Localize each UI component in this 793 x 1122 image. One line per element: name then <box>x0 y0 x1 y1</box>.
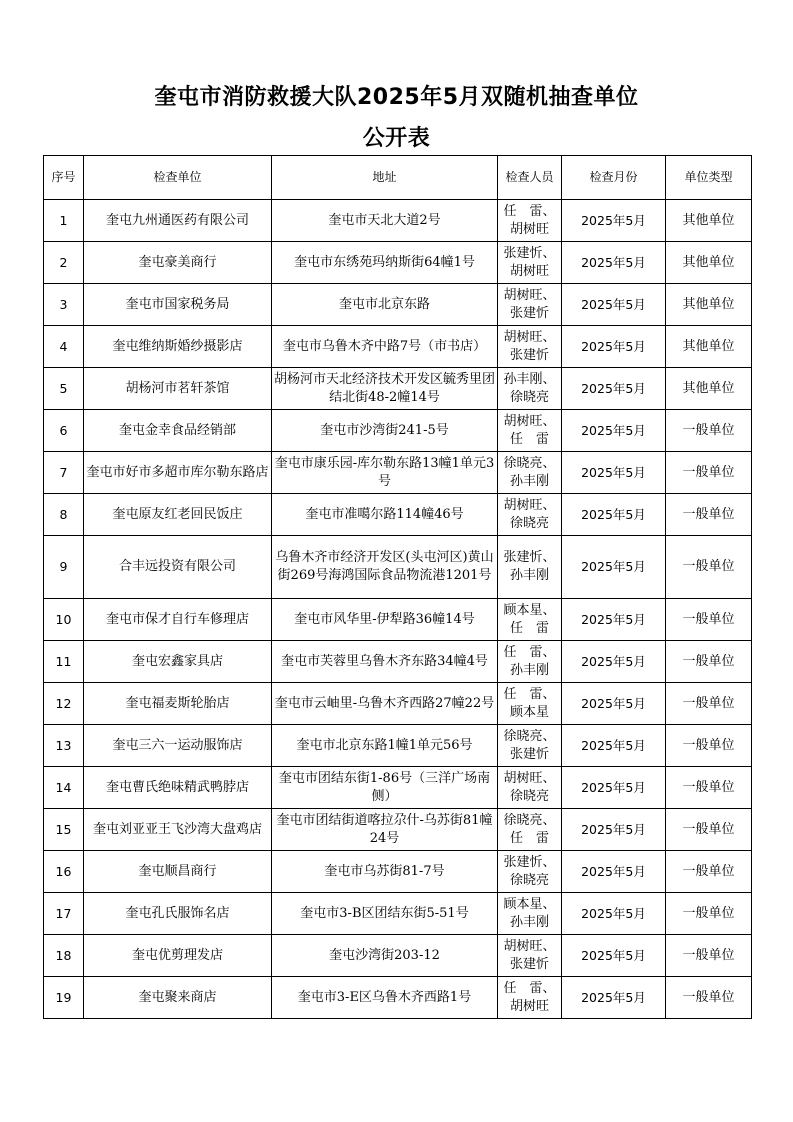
row-month: 2025年5月 <box>562 977 666 1019</box>
table-row <box>44 683 752 725</box>
row-type: 一般单位 <box>666 683 752 725</box>
row-inspectors: 徐晓亮、任 雷 <box>498 809 562 851</box>
table-row <box>44 599 752 641</box>
header-address: 地址 <box>272 156 498 200</box>
row-no: 16 <box>44 851 84 893</box>
row-type: 一般单位 <box>666 977 752 1019</box>
table-row <box>44 242 752 284</box>
row-unit: 合丰远投资有限公司 <box>84 536 272 599</box>
row-inspectors: 张建忻、徐晓亮 <box>498 851 562 893</box>
row-inspectors: 任 雷、孙丰刚 <box>498 641 562 683</box>
row-month: 2025年5月 <box>562 641 666 683</box>
table-row <box>44 977 752 1019</box>
row-inspectors: 顾本星、孙丰刚 <box>498 893 562 935</box>
row-month: 2025年5月 <box>562 326 666 368</box>
header-row <box>44 156 752 200</box>
row-no: 15 <box>44 809 84 851</box>
row-address: 奎屯市东绣苑玛纳斯街64幢1号 <box>272 242 498 284</box>
row-unit: 奎屯宏鑫家具店 <box>84 641 272 683</box>
row-address: 奎屯市康乐园-库尔勒东路13幢1单元3号 <box>272 452 498 494</box>
header-type: 单位类型 <box>666 156 752 200</box>
row-address: 奎屯市北京东路 <box>272 284 498 326</box>
table-row <box>44 368 752 410</box>
row-no: 8 <box>44 494 84 536</box>
table-row <box>44 200 752 242</box>
row-month: 2025年5月 <box>562 599 666 641</box>
row-type: 一般单位 <box>666 851 752 893</box>
row-month: 2025年5月 <box>562 935 666 977</box>
row-no: 10 <box>44 599 84 641</box>
row-unit: 奎屯孔氏服饰名店 <box>84 893 272 935</box>
row-month: 2025年5月 <box>562 452 666 494</box>
row-inspectors: 孙丰刚、徐晓亮 <box>498 368 562 410</box>
row-inspectors: 张建忻、孙丰刚 <box>498 536 562 599</box>
row-unit: 奎屯市国家税务局 <box>84 284 272 326</box>
row-inspectors: 胡树旺、徐晓亮 <box>498 494 562 536</box>
row-address: 奎屯市沙湾街241-5号 <box>272 410 498 452</box>
row-inspectors: 胡树旺、徐晓亮 <box>498 767 562 809</box>
row-month: 2025年5月 <box>562 410 666 452</box>
page-subtitle: 公开表 <box>362 126 431 151</box>
row-address: 奎屯市团结街道喀拉尕什-乌苏街81幢24号 <box>272 809 498 851</box>
row-type: 其他单位 <box>666 200 752 242</box>
row-type: 其他单位 <box>666 242 752 284</box>
row-inspectors: 任 雷、顾本星 <box>498 683 562 725</box>
row-unit: 奎屯刘亚亚王飞沙湾大盘鸡店 <box>84 809 272 851</box>
row-address: 奎屯市乌苏街81-7号 <box>272 851 498 893</box>
row-month: 2025年5月 <box>562 767 666 809</box>
row-no: 5 <box>44 368 84 410</box>
row-inspectors: 胡树旺、张建忻 <box>498 326 562 368</box>
header-no: 序号 <box>44 156 84 200</box>
row-month: 2025年5月 <box>562 368 666 410</box>
row-no: 17 <box>44 893 84 935</box>
row-inspectors: 任 雷、胡树旺 <box>498 200 562 242</box>
row-type: 一般单位 <box>666 767 752 809</box>
row-no: 18 <box>44 935 84 977</box>
row-type: 一般单位 <box>666 599 752 641</box>
row-unit: 奎屯金幸食品经销部 <box>84 410 272 452</box>
row-month: 2025年5月 <box>562 494 666 536</box>
table-row <box>44 725 752 767</box>
row-unit: 奎屯原友红老回民饭庄 <box>84 494 272 536</box>
row-inspectors: 张建忻、胡树旺 <box>498 242 562 284</box>
row-unit: 奎屯三六一运动服饰店 <box>84 725 272 767</box>
table-row <box>44 893 752 935</box>
row-address: 奎屯市团结东街1-86号（三洋广场南侧） <box>272 767 498 809</box>
row-month: 2025年5月 <box>562 809 666 851</box>
inspection-table <box>43 155 752 1019</box>
row-no: 7 <box>44 452 84 494</box>
row-type: 一般单位 <box>666 536 752 599</box>
row-inspectors: 任 雷、胡树旺 <box>498 977 562 1019</box>
header-month: 检查月份 <box>562 156 666 200</box>
row-month: 2025年5月 <box>562 536 666 599</box>
row-address: 奎屯市准噶尔路114幢46号 <box>272 494 498 536</box>
row-no: 14 <box>44 767 84 809</box>
row-no: 6 <box>44 410 84 452</box>
table-row <box>44 767 752 809</box>
row-unit: 奎屯豪美商行 <box>84 242 272 284</box>
row-type: 一般单位 <box>666 809 752 851</box>
row-inspectors: 顾本星、任 雷 <box>498 599 562 641</box>
table-row <box>44 935 752 977</box>
row-no: 19 <box>44 977 84 1019</box>
row-type: 一般单位 <box>666 494 752 536</box>
table-row <box>44 536 752 599</box>
row-inspectors: 胡树旺、张建忻 <box>498 284 562 326</box>
table-row <box>44 326 752 368</box>
row-month: 2025年5月 <box>562 284 666 326</box>
row-type: 一般单位 <box>666 725 752 767</box>
row-type: 一般单位 <box>666 410 752 452</box>
row-address: 奎屯市3-B区团结东街5-51号 <box>272 893 498 935</box>
row-no: 12 <box>44 683 84 725</box>
row-address: 奎屯市芙蓉里乌鲁木齐东路34幢4号 <box>272 641 498 683</box>
row-unit: 奎屯九州通医药有限公司 <box>84 200 272 242</box>
row-no: 13 <box>44 725 84 767</box>
row-unit: 胡杨河市茗轩茶馆 <box>84 368 272 410</box>
row-inspectors: 胡树旺、任 雷 <box>498 410 562 452</box>
table-row <box>44 452 752 494</box>
row-no: 3 <box>44 284 84 326</box>
row-month: 2025年5月 <box>562 893 666 935</box>
table-row <box>44 809 752 851</box>
table-row <box>44 410 752 452</box>
row-inspectors: 胡树旺、张建忻 <box>498 935 562 977</box>
row-month: 2025年5月 <box>562 200 666 242</box>
row-address: 奎屯市3-E区乌鲁木齐西路1号 <box>272 977 498 1019</box>
page-title: 奎屯市消防救援大队2025年5月双随机抽查单位 <box>154 85 639 110</box>
row-type: 一般单位 <box>666 641 752 683</box>
row-no: 1 <box>44 200 84 242</box>
table-body <box>44 200 752 1019</box>
row-address: 奎屯市云岫里-乌鲁木齐西路27幢22号 <box>272 683 498 725</box>
row-address: 奎屯市风华里-伊犁路36幢14号 <box>272 599 498 641</box>
row-address: 胡杨河市天北经济技术开发区毓秀里团结北街48-2幢14号 <box>272 368 498 410</box>
row-no: 11 <box>44 641 84 683</box>
row-month: 2025年5月 <box>562 242 666 284</box>
row-unit: 奎屯优剪理发店 <box>84 935 272 977</box>
row-type: 一般单位 <box>666 935 752 977</box>
row-month: 2025年5月 <box>562 851 666 893</box>
row-type: 其他单位 <box>666 284 752 326</box>
row-address: 奎屯市北京东路1幢1单元56号 <box>272 725 498 767</box>
row-no: 9 <box>44 536 84 599</box>
row-unit: 奎屯聚来商店 <box>84 977 272 1019</box>
row-unit: 奎屯顺昌商行 <box>84 851 272 893</box>
row-unit: 奎屯市好市多超市库尔勒东路店 <box>84 452 272 494</box>
row-unit: 奎屯福麦斯轮胎店 <box>84 683 272 725</box>
table-row <box>44 851 752 893</box>
header-unit: 检查单位 <box>84 156 272 200</box>
row-address: 奎屯沙湾街203-12 <box>272 935 498 977</box>
row-type: 一般单位 <box>666 452 752 494</box>
row-unit: 奎屯维纳斯婚纱摄影店 <box>84 326 272 368</box>
row-month: 2025年5月 <box>562 725 666 767</box>
row-no: 2 <box>44 242 84 284</box>
table-row <box>44 494 752 536</box>
table-row <box>44 284 752 326</box>
row-unit: 奎屯市保才自行车修理店 <box>84 599 272 641</box>
row-type: 其他单位 <box>666 368 752 410</box>
row-no: 4 <box>44 326 84 368</box>
row-inspectors: 徐晓亮、孙丰刚 <box>498 452 562 494</box>
row-type: 一般单位 <box>666 893 752 935</box>
row-inspectors: 徐晓亮、张建忻 <box>498 725 562 767</box>
row-type: 其他单位 <box>666 326 752 368</box>
row-unit: 奎屯曹氏绝味精武鸭脖店 <box>84 767 272 809</box>
table-row <box>44 641 752 683</box>
row-address: 奎屯市乌鲁木齐中路7号（市书店） <box>272 326 498 368</box>
row-address: 奎屯市天北大道2号 <box>272 200 498 242</box>
row-address: 乌鲁木齐市经济开发区(头屯河区)黄山街269号海鸿国际食品物流港1201号 <box>272 536 498 599</box>
header-inspectors: 检查人员 <box>498 156 562 200</box>
row-month: 2025年5月 <box>562 683 666 725</box>
